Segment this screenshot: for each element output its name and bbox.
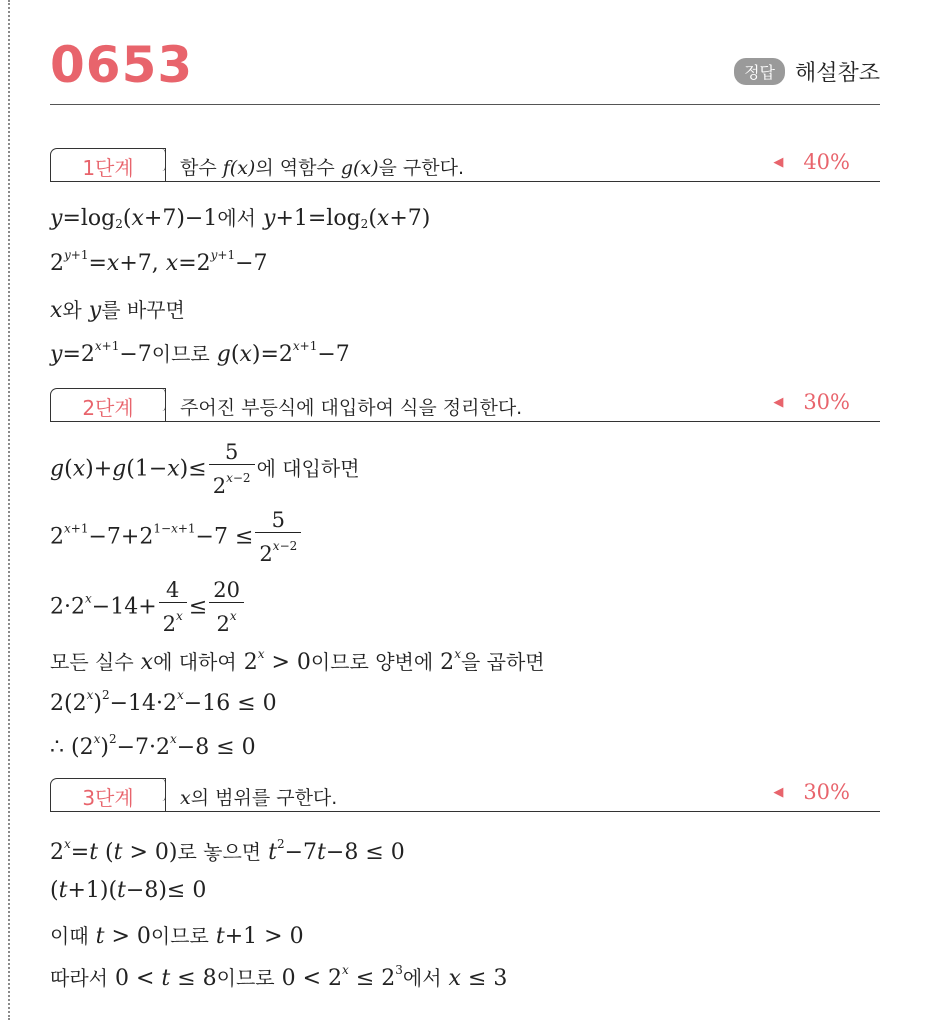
korean-text: 을 곱하면 bbox=[460, 650, 545, 674]
pointer-triangle-icon: ◀ bbox=[773, 785, 784, 800]
korean-text: 를 바꾸면 bbox=[101, 298, 185, 322]
korean-text: 로 놓으면 bbox=[177, 840, 262, 864]
solution-line: $y=2^{x+1}-7$이므로 $g(x)=2^{x+1}-7$ bbox=[50, 339, 350, 367]
answer-badge: 정답 bbox=[734, 58, 785, 85]
desc-math: f(x) bbox=[222, 157, 256, 179]
percent-value: 30% bbox=[803, 780, 850, 804]
step-2-rule bbox=[50, 421, 880, 422]
step-3-tab bbox=[50, 778, 166, 811]
step-1-percent bbox=[773, 150, 850, 174]
desc-math: g(x) bbox=[340, 157, 379, 179]
solution-line: $2^x=t$ (t > 0)로 놓으면 $t^2-7t-8 \le 0$ bbox=[50, 837, 405, 865]
solution-line: 따라서 0 < t ≤ 8이므로 $0 < 2^x \le 2^3$에서 x ≤ 3 bbox=[50, 963, 508, 991]
fraction: $\frac{5}{2^{x-2}}$ bbox=[209, 440, 255, 499]
solution-line: $2(2^x)^2-14\cdot 2^x-16 \le 0$ bbox=[50, 688, 277, 716]
step-3-header bbox=[50, 778, 880, 812]
step-1-header bbox=[50, 148, 880, 182]
korean-text: 이므로 bbox=[151, 342, 210, 366]
korean-text: 이므로 bbox=[216, 966, 275, 990]
step-1-label: 1단계 bbox=[82, 156, 134, 180]
korean-text: 따라서 bbox=[50, 966, 108, 990]
korean-text: 이므로 bbox=[150, 924, 209, 948]
desc-text: 을 구한다. bbox=[378, 157, 465, 179]
desc-text: 함수 bbox=[180, 157, 223, 179]
step-2-label: 2단계 bbox=[82, 396, 134, 420]
fraction: $\frac{5}{2^{x-2}}$ bbox=[255, 508, 301, 567]
korean-text: 에 대하여 bbox=[153, 650, 237, 674]
solution-line: 모든 실수 x에 대하여 $2^x > 0$이므로 양변에 2$^x$을 곱하면 bbox=[50, 647, 545, 675]
fraction: $\frac{4}{2^x}$ bbox=[159, 578, 187, 637]
tab-flap bbox=[159, 149, 166, 171]
korean-text: 에 대입하면 bbox=[256, 456, 360, 481]
step-3-label: 3단계 bbox=[82, 786, 134, 810]
desc-text: 의 범위를 구한다. bbox=[190, 787, 338, 809]
step-2-description: 주어진 부등식에 대입하여 식을 정리한다. bbox=[180, 397, 523, 419]
pointer-triangle-icon: ◀ bbox=[773, 155, 784, 170]
solution-line: $2^{y+1}=x+7$, $x=2^{y+1}-7$ bbox=[50, 248, 268, 276]
step-2-tab bbox=[50, 388, 166, 421]
binding-edge bbox=[8, 0, 10, 1020]
header-rule bbox=[50, 104, 880, 105]
korean-text: 에서 bbox=[217, 206, 256, 230]
problem-number: 0653 bbox=[50, 36, 194, 94]
tab-flap bbox=[159, 389, 166, 411]
solution-line: g(x)+g(1−x)≤ $\frac{5}{2^{x-2}}$ 에 대입하면 bbox=[50, 440, 360, 498]
solution-line: ∴ $(2^x)^2-7\cdot 2^x-8 \le 0$ bbox=[50, 732, 256, 760]
problem-header bbox=[50, 28, 880, 106]
percent-value: 30% bbox=[803, 390, 850, 414]
step-1-rule bbox=[50, 181, 880, 182]
korean-text: 이때 bbox=[50, 924, 89, 948]
step-1-description bbox=[180, 153, 464, 180]
korean-text: 이므로 양변에 bbox=[310, 650, 434, 674]
tab-flap bbox=[159, 779, 166, 801]
step-3-percent bbox=[773, 780, 850, 804]
pointer-triangle-icon: ◀ bbox=[773, 395, 784, 410]
step-3-rule bbox=[50, 811, 880, 812]
solution-line: $2^{x+1}-7+2^{1-x+1}-7$ ≤ $\frac{5}{2^{x-2}}$ bbox=[50, 508, 303, 567]
step-3-description bbox=[180, 783, 337, 810]
step-2-header bbox=[50, 388, 880, 422]
korean-text: 와 bbox=[62, 298, 82, 322]
step-1-tab bbox=[50, 148, 166, 181]
step-2-percent bbox=[773, 390, 850, 414]
answer-indicator bbox=[734, 56, 880, 87]
solution-line: x와 y를 바꾸면 bbox=[50, 298, 185, 323]
korean-text: 모든 실수 bbox=[50, 650, 134, 674]
solution-line: $2\cdot 2^x-14+$ $\frac{4}{2^x}$ ≤ $\frac{20}{2^x}$ bbox=[50, 578, 246, 637]
solution-line: 이때 t > 0이므로 t+1 > 0 bbox=[50, 924, 304, 949]
solution-line: (t+1)(t−8)≤ 0 bbox=[50, 878, 207, 903]
desc-math: x bbox=[180, 787, 191, 809]
fraction: $\frac{20}{2^x}$ bbox=[209, 578, 244, 637]
answer-text: 해설참조 bbox=[794, 61, 880, 86]
desc-text: 의 역함수 bbox=[255, 157, 341, 179]
korean-text: 에서 bbox=[402, 966, 442, 990]
solution-line: $y=\log_2(x+7)-1$에서 $y+1=\log_2(x+7)$ bbox=[50, 206, 431, 231]
percent-value: 40% bbox=[803, 150, 850, 174]
